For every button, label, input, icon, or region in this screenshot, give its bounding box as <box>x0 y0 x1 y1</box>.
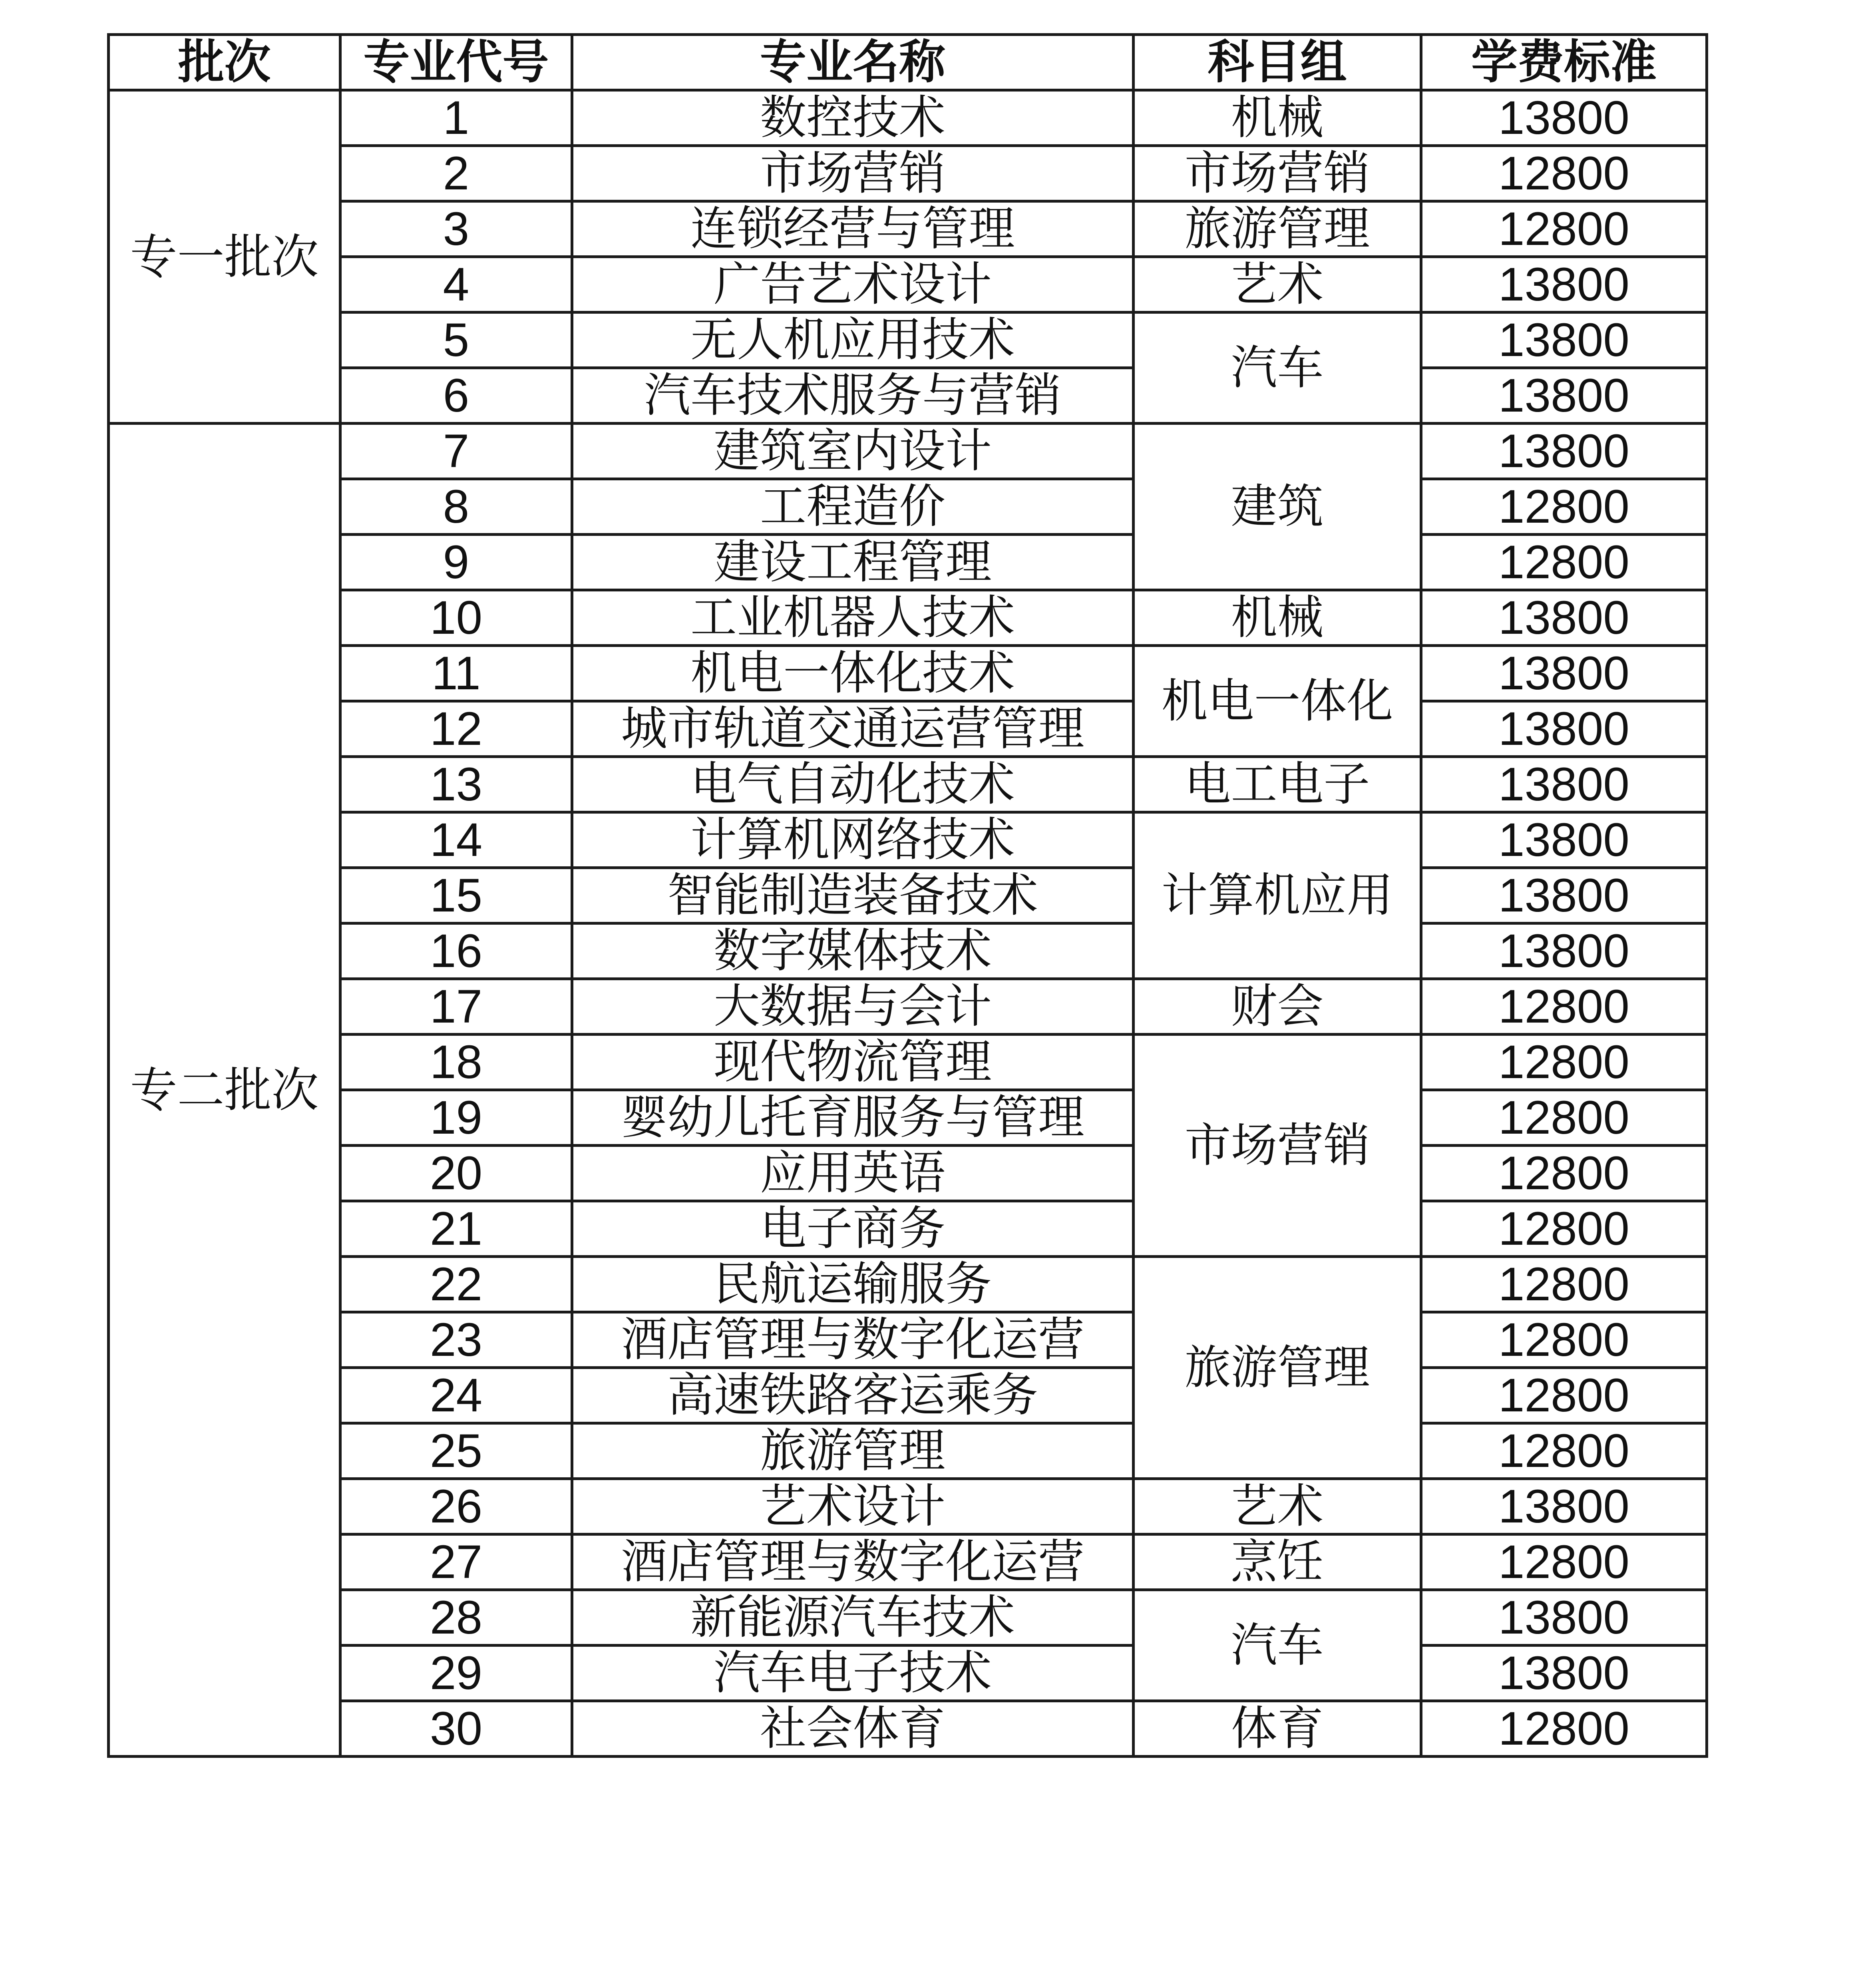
table-row <box>109 1479 1707 1534</box>
major-name-cell: 电子商务 <box>572 1201 1134 1257</box>
batch-cell: 专一批次 <box>109 90 340 424</box>
table-row <box>109 1534 1707 1590</box>
table-row <box>109 201 1707 257</box>
table-row <box>109 1090 1707 1146</box>
major-name-cell: 数控技术 <box>572 90 1134 146</box>
tuition-cell: 12800 <box>1421 1312 1707 1368</box>
table-row <box>109 90 1707 146</box>
header-tuition: 学费标准 <box>1421 35 1707 90</box>
table-row <box>109 1146 1707 1201</box>
table-row <box>109 701 1707 757</box>
major-name-cell: 市场营销 <box>572 146 1134 201</box>
major-code-cell: 5 <box>340 312 572 368</box>
major-name-cell: 无人机应用技术 <box>572 312 1134 368</box>
major-name-cell: 连锁经营与管理 <box>572 201 1134 257</box>
major-name-cell: 艺术设计 <box>572 1479 1134 1534</box>
header-row <box>109 35 1707 90</box>
subject-group-cell: 汽车 <box>1134 1590 1421 1701</box>
major-name-cell: 汽车技术服务与营销 <box>572 368 1134 424</box>
major-name-cell: 汽车电子技术 <box>572 1646 1134 1701</box>
table-row <box>109 1201 1707 1257</box>
table-row <box>109 312 1707 368</box>
tuition-cell: 12800 <box>1421 201 1707 257</box>
table-row <box>109 1590 1707 1646</box>
tuition-cell: 12800 <box>1421 1090 1707 1146</box>
tuition-cell: 12800 <box>1421 1701 1707 1757</box>
major-name-cell: 婴幼儿托育服务与管理 <box>572 1090 1134 1146</box>
subject-group-cell: 烹饪 <box>1134 1534 1421 1590</box>
major-name-cell: 应用英语 <box>572 1146 1134 1201</box>
major-name-cell: 新能源汽车技术 <box>572 1590 1134 1646</box>
major-code-cell: 1 <box>340 90 572 146</box>
subject-group-cell: 艺术 <box>1134 1479 1421 1534</box>
major-code-cell: 12 <box>340 701 572 757</box>
tuition-cell: 13800 <box>1421 312 1707 368</box>
major-name-cell: 智能制造装备技术 <box>572 868 1134 923</box>
tuition-cell: 12800 <box>1421 1035 1707 1090</box>
tuition-cell: 12800 <box>1421 1423 1707 1479</box>
table-row <box>109 1312 1707 1368</box>
enrollment-fee-table <box>107 33 1708 1758</box>
tuition-cell: 12800 <box>1421 1146 1707 1201</box>
table-row <box>109 1257 1707 1312</box>
subject-group-cell: 体育 <box>1134 1701 1421 1757</box>
major-code-cell: 30 <box>340 1701 572 1757</box>
major-code-cell: 8 <box>340 479 572 535</box>
tuition-cell: 12800 <box>1421 1534 1707 1590</box>
major-name-cell: 大数据与会计 <box>572 979 1134 1035</box>
tuition-cell: 12800 <box>1421 979 1707 1035</box>
table-row <box>109 1035 1707 1090</box>
tuition-cell: 13800 <box>1421 646 1707 701</box>
table-row <box>109 1646 1707 1701</box>
table-row <box>109 868 1707 923</box>
subject-group-cell: 市场营销 <box>1134 1035 1421 1257</box>
major-name-cell: 工程造价 <box>572 479 1134 535</box>
subject-group-cell: 机械 <box>1134 590 1421 646</box>
major-code-cell: 14 <box>340 812 572 868</box>
major-name-cell: 建筑室内设计 <box>572 424 1134 479</box>
tuition-cell: 13800 <box>1421 368 1707 424</box>
table-row <box>109 757 1707 812</box>
tuition-cell: 12800 <box>1421 1257 1707 1312</box>
tuition-cell: 13800 <box>1421 868 1707 923</box>
tuition-cell: 13800 <box>1421 1590 1707 1646</box>
major-code-cell: 19 <box>340 1090 572 1146</box>
table-row <box>109 146 1707 201</box>
major-name-cell: 民航运输服务 <box>572 1257 1134 1312</box>
major-code-cell: 22 <box>340 1257 572 1312</box>
subject-group-cell: 艺术 <box>1134 257 1421 312</box>
tuition-cell: 13800 <box>1421 424 1707 479</box>
table-row <box>109 1701 1707 1757</box>
table-row <box>109 257 1707 312</box>
table-row <box>109 923 1707 979</box>
major-name-cell: 广告艺术设计 <box>572 257 1134 312</box>
table-row <box>109 590 1707 646</box>
major-code-cell: 16 <box>340 923 572 979</box>
table-row <box>109 1368 1707 1423</box>
tuition-cell: 13800 <box>1421 812 1707 868</box>
table-row <box>109 368 1707 424</box>
major-name-cell: 机电一体化技术 <box>572 646 1134 701</box>
tuition-cell: 13800 <box>1421 1479 1707 1534</box>
major-name-cell: 酒店管理与数字化运营 <box>572 1534 1134 1590</box>
major-code-cell: 20 <box>340 1146 572 1201</box>
subject-group-cell: 机械 <box>1134 90 1421 146</box>
major-code-cell: 2 <box>340 146 572 201</box>
major-code-cell: 26 <box>340 1479 572 1534</box>
major-code-cell: 13 <box>340 757 572 812</box>
tuition-cell: 13800 <box>1421 923 1707 979</box>
batch-cell: 专二批次 <box>109 424 340 1757</box>
major-name-cell: 城市轨道交通运营管理 <box>572 701 1134 757</box>
tuition-cell: 12800 <box>1421 146 1707 201</box>
major-code-cell: 29 <box>340 1646 572 1701</box>
subject-group-cell: 汽车 <box>1134 312 1421 424</box>
table-row <box>109 812 1707 868</box>
header-major-name: 专业名称 <box>572 35 1134 90</box>
tuition-cell: 13800 <box>1421 257 1707 312</box>
major-name-cell: 电气自动化技术 <box>572 757 1134 812</box>
major-code-cell: 21 <box>340 1201 572 1257</box>
major-name-cell: 计算机网络技术 <box>572 812 1134 868</box>
major-code-cell: 4 <box>340 257 572 312</box>
subject-group-cell: 旅游管理 <box>1134 201 1421 257</box>
tuition-cell: 12800 <box>1421 1368 1707 1423</box>
header-major-code: 专业代号 <box>340 35 572 90</box>
major-code-cell: 24 <box>340 1368 572 1423</box>
major-code-cell: 3 <box>340 201 572 257</box>
major-code-cell: 7 <box>340 424 572 479</box>
major-code-cell: 9 <box>340 535 572 590</box>
table-row <box>109 424 1707 479</box>
major-code-cell: 6 <box>340 368 572 424</box>
major-code-cell: 27 <box>340 1534 572 1590</box>
major-name-cell: 高速铁路客运乘务 <box>572 1368 1134 1423</box>
major-code-cell: 25 <box>340 1423 572 1479</box>
table-body <box>109 90 1707 1757</box>
major-code-cell: 15 <box>340 868 572 923</box>
tuition-cell: 12800 <box>1421 1201 1707 1257</box>
table-row <box>109 479 1707 535</box>
subject-group-cell: 旅游管理 <box>1134 1257 1421 1479</box>
major-code-cell: 28 <box>340 1590 572 1646</box>
subject-group-cell: 市场营销 <box>1134 146 1421 201</box>
header-subject-group: 科目组 <box>1134 35 1421 90</box>
major-code-cell: 11 <box>340 646 572 701</box>
subject-group-cell: 建筑 <box>1134 424 1421 590</box>
tuition-cell: 13800 <box>1421 1646 1707 1701</box>
table-row <box>109 979 1707 1035</box>
tuition-cell: 12800 <box>1421 535 1707 590</box>
subject-group-cell: 电工电子 <box>1134 757 1421 812</box>
major-code-cell: 23 <box>340 1312 572 1368</box>
major-code-cell: 10 <box>340 590 572 646</box>
header-batch: 批次 <box>109 35 340 90</box>
major-name-cell: 酒店管理与数字化运营 <box>572 1312 1134 1368</box>
table-row <box>109 646 1707 701</box>
subject-group-cell: 财会 <box>1134 979 1421 1035</box>
tuition-cell: 13800 <box>1421 590 1707 646</box>
major-name-cell: 数字媒体技术 <box>572 923 1134 979</box>
major-name-cell: 工业机器人技术 <box>572 590 1134 646</box>
tuition-cell: 13800 <box>1421 757 1707 812</box>
major-name-cell: 现代物流管理 <box>572 1035 1134 1090</box>
table-row <box>109 535 1707 590</box>
subject-group-cell: 计算机应用 <box>1134 812 1421 979</box>
major-name-cell: 社会体育 <box>572 1701 1134 1757</box>
tuition-cell: 12800 <box>1421 479 1707 535</box>
table-row <box>109 1423 1707 1479</box>
major-code-cell: 18 <box>340 1035 572 1090</box>
subject-group-cell: 机电一体化 <box>1134 646 1421 757</box>
major-name-cell: 建设工程管理 <box>572 535 1134 590</box>
major-name-cell: 旅游管理 <box>572 1423 1134 1479</box>
tuition-cell: 13800 <box>1421 701 1707 757</box>
major-code-cell: 17 <box>340 979 572 1035</box>
tuition-cell: 13800 <box>1421 90 1707 146</box>
